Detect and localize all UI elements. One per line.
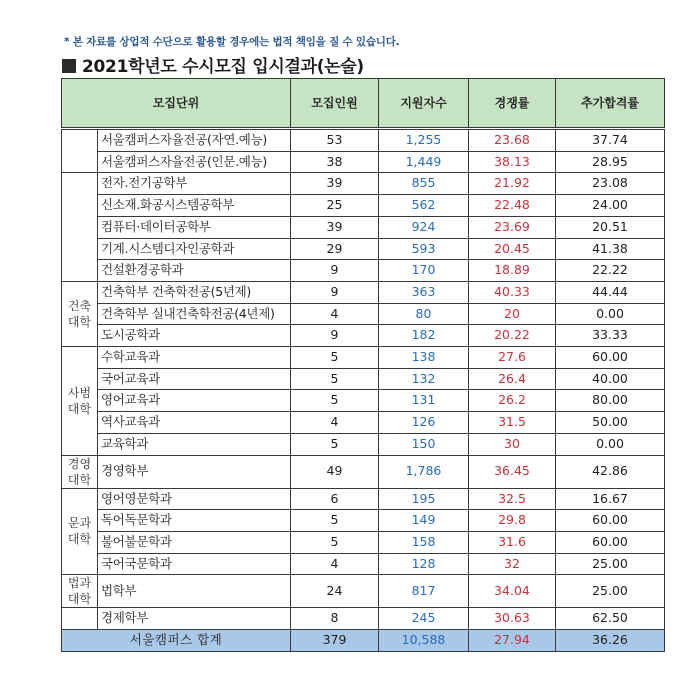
applicants-value: 150	[379, 433, 469, 455]
applicants-value: 182	[379, 325, 469, 347]
unit-name: 불어불문학과	[98, 531, 291, 553]
unit-name: 국어교육과	[98, 368, 291, 390]
ratio-value: 20	[469, 303, 556, 325]
table-row	[62, 531, 665, 553]
ratio-value: 31.6	[469, 531, 556, 553]
college-group-label	[62, 608, 98, 630]
applicants-value: 1,255	[379, 129, 469, 152]
quota-value: 4	[291, 553, 379, 575]
extra-rate-value: 62.50	[556, 608, 665, 630]
table-row	[62, 510, 665, 532]
unit-name: 교육학과	[98, 433, 291, 455]
quota-value: 8	[291, 608, 379, 630]
unit-name: 서울캠퍼스자율전공(자연.예능)	[98, 129, 291, 152]
quota-value: 5	[291, 390, 379, 412]
college-label-line: 대학	[67, 401, 92, 416]
college-label-line: 대학	[67, 314, 92, 329]
table-row	[62, 390, 665, 412]
total-quota: 379	[291, 630, 379, 652]
square-bullet-icon	[62, 59, 76, 73]
ratio-value: 23.68	[469, 129, 556, 152]
unit-name: 경제학부	[98, 608, 291, 630]
header-applicants: 지원자수	[379, 79, 469, 129]
total-label: 서울캠퍼스 합계	[62, 630, 291, 652]
ratio-value: 36.45	[469, 455, 556, 488]
ratio-value: 22.48	[469, 195, 556, 217]
table-header-row	[62, 79, 665, 129]
extra-rate-value: 60.00	[556, 347, 665, 369]
applicants-value: 126	[379, 412, 469, 434]
table-row	[62, 216, 665, 238]
applicants-value: 855	[379, 173, 469, 195]
table-row	[62, 151, 665, 173]
quota-value: 49	[291, 455, 379, 488]
unit-name: 영어교육과	[98, 390, 291, 412]
unit-name: 신소재.화공시스템공학부	[98, 195, 291, 217]
table-body	[62, 129, 665, 652]
college-label-line: 대학	[67, 532, 92, 547]
extra-rate-value: 16.67	[556, 488, 665, 510]
applicants-value: 593	[379, 238, 469, 260]
college-label-line: 대학	[67, 472, 92, 487]
extra-rate-value: 80.00	[556, 390, 665, 412]
admission-results-table	[61, 78, 665, 652]
table-row	[62, 488, 665, 510]
extra-rate-value: 40.00	[556, 368, 665, 390]
extra-rate-value: 0.00	[556, 433, 665, 455]
extra-rate-value: 24.00	[556, 195, 665, 217]
quota-value: 5	[291, 510, 379, 532]
unit-name: 국어국문학과	[98, 553, 291, 575]
college-group-label	[62, 575, 98, 608]
table-row	[62, 129, 665, 152]
table-row	[62, 575, 665, 608]
quota-value: 38	[291, 151, 379, 173]
applicants-value: 817	[379, 575, 469, 608]
table-row	[62, 412, 665, 434]
table-row	[62, 281, 665, 303]
applicants-value: 1,449	[379, 151, 469, 173]
ratio-value: 38.13	[469, 151, 556, 173]
quota-value: 5	[291, 368, 379, 390]
table-row	[62, 325, 665, 347]
unit-name: 건설환경공학과	[98, 260, 291, 282]
table-row	[62, 260, 665, 282]
college-label-line: 사범	[67, 385, 92, 400]
unit-name: 경영학부	[98, 455, 291, 488]
extra-rate-value: 60.00	[556, 510, 665, 532]
applicants-value: 149	[379, 510, 469, 532]
extra-rate-value: 25.00	[556, 575, 665, 608]
applicants-value: 245	[379, 608, 469, 630]
quota-value: 29	[291, 238, 379, 260]
total-ratio: 27.94	[469, 630, 556, 652]
applicants-value: 132	[379, 368, 469, 390]
ratio-value: 20.45	[469, 238, 556, 260]
applicants-value: 131	[379, 390, 469, 412]
extra-rate-value: 41.38	[556, 238, 665, 260]
table-row	[62, 195, 665, 217]
extra-rate-value: 33.33	[556, 325, 665, 347]
quota-value: 5	[291, 347, 379, 369]
quota-value: 5	[291, 531, 379, 553]
unit-name: 전자.전기공학부	[98, 173, 291, 195]
quota-value: 39	[291, 173, 379, 195]
unit-name: 기계.시스템디자인공학과	[98, 238, 291, 260]
header-extra-rate: 추가합격률	[556, 79, 665, 129]
extra-rate-value: 25.00	[556, 553, 665, 575]
unit-name: 영어영문학과	[98, 488, 291, 510]
extra-rate-value: 37.74	[556, 129, 665, 152]
unit-name: 수학교육과	[98, 347, 291, 369]
applicants-value: 363	[379, 281, 469, 303]
ratio-value: 30.63	[469, 608, 556, 630]
extra-rate-value: 42.86	[556, 455, 665, 488]
ratio-value: 34.04	[469, 575, 556, 608]
header-ratio: 경쟁률	[469, 79, 556, 129]
header-unit: 모집단위	[62, 79, 291, 129]
ratio-value: 18.89	[469, 260, 556, 282]
table-row	[62, 303, 665, 325]
unit-name: 역사교육과	[98, 412, 291, 434]
applicants-value: 170	[379, 260, 469, 282]
college-label-line: 경영	[67, 456, 92, 471]
college-label-line: 건축	[67, 298, 92, 313]
total-extra-rate: 36.26	[556, 630, 665, 652]
unit-name: 건축학부 건축학전공(5년제)	[98, 281, 291, 303]
quota-value: 9	[291, 260, 379, 282]
college-group-label	[62, 455, 98, 488]
unit-name: 서울캠퍼스자율전공(인문.예능)	[98, 151, 291, 173]
ratio-value: 31.5	[469, 412, 556, 434]
table-row	[62, 173, 665, 195]
extra-rate-value: 44.44	[556, 281, 665, 303]
unit-name: 건축학부 실내건축학전공(4년제)	[98, 303, 291, 325]
extra-rate-value: 23.08	[556, 173, 665, 195]
unit-name: 법학부	[98, 575, 291, 608]
applicants-value: 138	[379, 347, 469, 369]
table-row	[62, 238, 665, 260]
quota-value: 24	[291, 575, 379, 608]
ratio-value: 29.8	[469, 510, 556, 532]
applicants-value: 128	[379, 553, 469, 575]
ratio-value: 40.33	[469, 281, 556, 303]
unit-name: 컴퓨터·데이터공학부	[98, 216, 291, 238]
table-row	[62, 455, 665, 488]
college-label-line: 문과	[67, 516, 92, 531]
copyright-notice: * 본 자료를 상업적 수단으로 활용할 경우에는 법적 책임을 질 수 있습니다.	[64, 36, 400, 48]
extra-rate-value: 28.95	[556, 151, 665, 173]
quota-value: 6	[291, 488, 379, 510]
quota-value: 53	[291, 129, 379, 152]
page-title	[62, 52, 364, 77]
quota-value: 9	[291, 325, 379, 347]
applicants-value: 1,786	[379, 455, 469, 488]
header-quota: 모집인원	[291, 79, 379, 129]
ratio-value: 23.69	[469, 216, 556, 238]
extra-rate-value: 20.51	[556, 216, 665, 238]
table-row	[62, 553, 665, 575]
ratio-value: 26.2	[469, 390, 556, 412]
ratio-value: 32	[469, 553, 556, 575]
college-group-label	[62, 281, 98, 346]
page-title-text: 2021학년도 수시모집 입시결과(논술)	[82, 57, 364, 77]
ratio-value: 32.5	[469, 488, 556, 510]
applicants-value: 924	[379, 216, 469, 238]
college-group-label	[62, 129, 98, 173]
table-row	[62, 347, 665, 369]
total-row	[62, 630, 665, 652]
college-label-line: 대학	[67, 592, 92, 607]
applicants-value: 562	[379, 195, 469, 217]
unit-name: 독어독문학과	[98, 510, 291, 532]
extra-rate-value: 22.22	[556, 260, 665, 282]
extra-rate-value: 0.00	[556, 303, 665, 325]
ratio-value: 21.92	[469, 173, 556, 195]
quota-value: 25	[291, 195, 379, 217]
applicants-value: 195	[379, 488, 469, 510]
unit-name: 도시공학과	[98, 325, 291, 347]
ratio-value: 30	[469, 433, 556, 455]
table-row	[62, 433, 665, 455]
ratio-value: 27.6	[469, 347, 556, 369]
extra-rate-value: 50.00	[556, 412, 665, 434]
college-group-label	[62, 347, 98, 456]
college-group-label	[62, 488, 98, 575]
ratio-value: 26.4	[469, 368, 556, 390]
quota-value: 4	[291, 303, 379, 325]
table-row	[62, 368, 665, 390]
applicants-value: 80	[379, 303, 469, 325]
college-label-line: 법과	[67, 576, 92, 591]
quota-value: 39	[291, 216, 379, 238]
ratio-value: 20.22	[469, 325, 556, 347]
quota-value: 4	[291, 412, 379, 434]
table-row	[62, 608, 665, 630]
quota-value: 5	[291, 433, 379, 455]
total-applicants: 10,588	[379, 630, 469, 652]
applicants-value: 158	[379, 531, 469, 553]
extra-rate-value: 60.00	[556, 531, 665, 553]
college-group-label	[62, 173, 98, 282]
quota-value: 9	[291, 281, 379, 303]
